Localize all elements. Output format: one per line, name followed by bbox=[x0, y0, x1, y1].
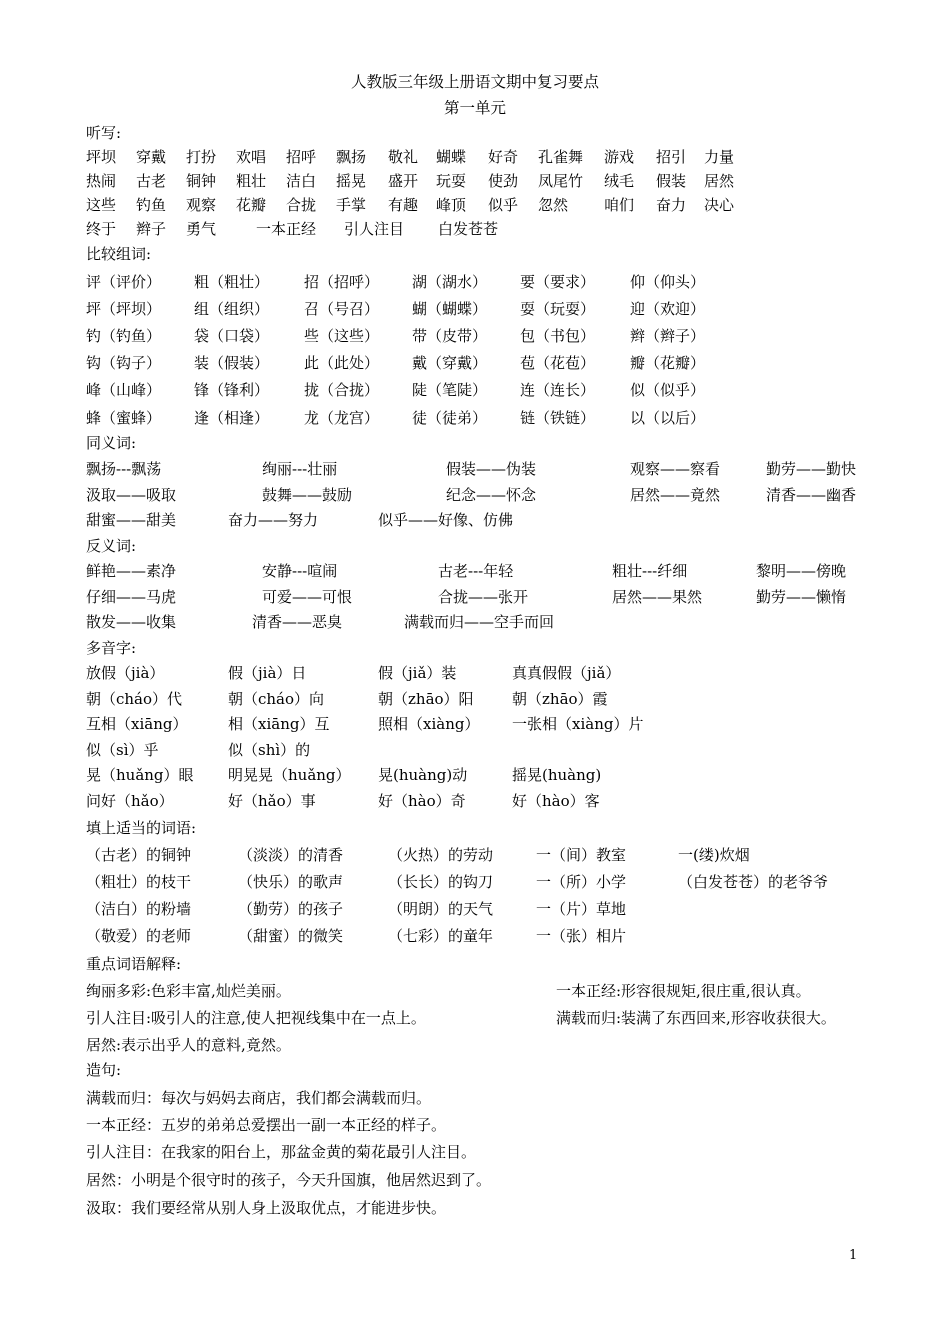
antonym-pair: 合拢——张开 bbox=[438, 588, 529, 606]
tingxie-word: 峰顶 bbox=[436, 196, 467, 214]
bijiao-pair: 仰（仰头） bbox=[630, 273, 706, 291]
bijiao-pair: 苞（花苞） bbox=[520, 354, 596, 372]
bijiao-pair: 评（评价） bbox=[86, 273, 162, 291]
fill-phrase: （甜蜜）的微笑 bbox=[238, 927, 344, 945]
tingxie-word: 招呼 bbox=[286, 148, 317, 166]
section-heading-duoyin: 多音字: bbox=[86, 639, 137, 657]
tingxie-word: 盛开 bbox=[388, 172, 419, 190]
page-number: 1 bbox=[849, 1248, 858, 1263]
section-heading-fanyi: 反义词: bbox=[86, 537, 137, 555]
section-heading-tingxie: 听写: bbox=[86, 124, 122, 142]
polyphone-item: 好（hào）奇 bbox=[378, 792, 466, 810]
polyphone-item: 放假（jià） bbox=[86, 664, 165, 682]
antonym-pair: 粗壮---纤细 bbox=[612, 562, 688, 580]
bijiao-pair: 龙（龙宫） bbox=[304, 409, 380, 427]
polyphone-item: 似（shì）的 bbox=[228, 741, 311, 759]
synonym-pair: 纪念——怀念 bbox=[446, 486, 537, 504]
fill-phrase: 一（张）相片 bbox=[536, 927, 627, 945]
tingxie-word: 有趣 bbox=[388, 196, 419, 214]
fill-phrase: （快乐）的歌声 bbox=[238, 873, 344, 891]
bijiao-pair: 蜂（蜜蜂） bbox=[86, 409, 162, 427]
bijiao-pair: 召（号召） bbox=[304, 300, 380, 318]
bijiao-pair: 袋（口袋） bbox=[194, 327, 270, 345]
synonym-pair: 清香——幽香 bbox=[766, 486, 857, 504]
tingxie-word: 辫子 bbox=[136, 220, 167, 238]
tingxie-word: 居然 bbox=[704, 172, 735, 190]
tingxie-word: 招引 bbox=[656, 148, 687, 166]
bijiao-pair: 组（组织） bbox=[194, 300, 270, 318]
tingxie-word: 假装 bbox=[656, 172, 687, 190]
antonym-pair: 勤劳——懒惰 bbox=[756, 588, 847, 606]
tingxie-word: 洁白 bbox=[286, 172, 317, 190]
tingxie-word: 钓鱼 bbox=[136, 196, 167, 214]
bijiao-pair: 带（皮带） bbox=[412, 327, 488, 345]
tingxie-word: 奋力 bbox=[656, 196, 687, 214]
polyphone-item: 摇晃(huàng) bbox=[512, 766, 602, 784]
polyphone-item: 似（sì）乎 bbox=[86, 741, 159, 759]
section-heading-tongyi: 同义词: bbox=[86, 434, 137, 452]
fill-phrase: （火热）的劳动 bbox=[388, 846, 494, 864]
synonym-pair: 飘扬---飘荡 bbox=[86, 460, 162, 478]
tingxie-word: 咱们 bbox=[604, 196, 635, 214]
bijiao-pair: 以（以后） bbox=[630, 409, 706, 427]
bijiao-pair: 耍（玩耍） bbox=[520, 300, 596, 318]
tingxie-word: 热闹 bbox=[86, 172, 117, 190]
polyphone-item: 朝（cháo）代 bbox=[86, 690, 183, 708]
tingxie-word: 使劲 bbox=[488, 172, 519, 190]
polyphone-item: 真真假假（jiǎ） bbox=[512, 664, 621, 682]
tingxie-word: 玩耍 bbox=[436, 172, 467, 190]
tingxie-word: 绒毛 bbox=[604, 172, 635, 190]
polyphone-item: 好（hǎo）事 bbox=[228, 792, 316, 810]
unit-title: 第一单元 bbox=[443, 99, 506, 117]
bijiao-pair: 些（这些） bbox=[304, 327, 380, 345]
fill-phrase: （白发苍苍）的老爷爷 bbox=[678, 873, 829, 891]
tingxie-word: 古老 bbox=[136, 172, 167, 190]
synonym-pair: 汲取——吸取 bbox=[86, 486, 177, 504]
polyphone-item: 一张相（xiàng）片 bbox=[512, 715, 644, 733]
bijiao-pair: 徒（徒弟） bbox=[412, 409, 488, 427]
polyphone-item: 互相（xiāng） bbox=[86, 715, 188, 733]
fill-phrase: （敬爱）的老师 bbox=[86, 927, 192, 945]
bijiao-pair: 链（铁链） bbox=[520, 409, 596, 427]
tingxie-word: 孔雀舞 bbox=[538, 148, 584, 166]
tingxie-word: 忽然 bbox=[538, 196, 569, 214]
synonym-pair: 甜蜜——甜美 bbox=[86, 511, 177, 529]
polyphone-item: 晃(huàng)动 bbox=[378, 766, 468, 784]
definition-item: 满载而归:装满了东西回来,形容收获很大。 bbox=[556, 1009, 836, 1027]
fill-phrase: （洁白）的粉墙 bbox=[86, 900, 192, 918]
tingxie-word: 终于 bbox=[86, 220, 117, 238]
synonym-pair: 奋力——努力 bbox=[228, 511, 319, 529]
tingxie-word: 飘扬 bbox=[336, 148, 367, 166]
bijiao-pair: 包（书包） bbox=[520, 327, 596, 345]
polyphone-item: 问好（hǎo） bbox=[86, 792, 174, 810]
antonym-pair: 黎明——傍晚 bbox=[756, 562, 847, 580]
tingxie-word: 手掌 bbox=[336, 196, 367, 214]
polyphone-item: 明晃晃（huǎng） bbox=[228, 766, 351, 784]
bijiao-pair: 迎（欢迎） bbox=[630, 300, 706, 318]
tingxie-word: 敬礼 bbox=[388, 148, 419, 166]
bijiao-pair: 湖（湖水） bbox=[412, 273, 488, 291]
bijiao-pair: 峰（山峰） bbox=[86, 381, 162, 399]
polyphone-item: 相（xiāng）互 bbox=[228, 715, 330, 733]
tingxie-word: 勇气 bbox=[186, 220, 217, 238]
synonym-pair: 假装——伪装 bbox=[446, 460, 537, 478]
fill-phrase: （长长）的钩刀 bbox=[388, 873, 494, 891]
polyphone-item: 朝（zhāo）霞 bbox=[512, 690, 608, 708]
fill-phrase: 一(缕)炊烟 bbox=[678, 846, 750, 864]
tingxie-word: 打扮 bbox=[186, 148, 217, 166]
fill-phrase: （勤劳）的孩子 bbox=[238, 900, 344, 918]
sentence-line: 居然：小明是个很守时的孩子，今天升国旗，他居然迟到了。 bbox=[86, 1171, 492, 1189]
tingxie-word: 力量 bbox=[704, 148, 735, 166]
tingxie-word: 欢唱 bbox=[236, 148, 267, 166]
tingxie-word: 似乎 bbox=[488, 196, 519, 214]
synonym-pair: 观察——察看 bbox=[630, 460, 721, 478]
tingxie-word: 一本正经 bbox=[256, 220, 317, 238]
antonym-pair: 安静---喧闹 bbox=[262, 562, 338, 580]
tingxie-word: 好奇 bbox=[488, 148, 519, 166]
section-heading-bijiao: 比较组词: bbox=[86, 245, 152, 263]
sentence-line: 满载而归：每次与妈妈去商店，我们都会满载而归。 bbox=[86, 1089, 432, 1107]
document-title: 人教版三年级上册语文期中复习要点 bbox=[350, 73, 599, 91]
tingxie-word: 铜钟 bbox=[186, 172, 217, 190]
synonym-pair: 鼓舞——鼓励 bbox=[262, 486, 353, 504]
bijiao-pair: 辫（辫子） bbox=[630, 327, 706, 345]
bijiao-pair: 连（连长） bbox=[520, 381, 596, 399]
sentence-line: 引人注目：在我家的阳台上，那盆金黄的菊花最引人注目。 bbox=[86, 1143, 477, 1161]
antonym-pair: 清香——恶臭 bbox=[252, 613, 343, 631]
synonym-pair: 勤劳——勤快 bbox=[766, 460, 857, 478]
bijiao-pair: 招（招呼） bbox=[304, 273, 380, 291]
bijiao-pair: 锋（锋利） bbox=[194, 381, 270, 399]
definition-item: 绚丽多彩:色彩丰富,灿烂美丽。 bbox=[86, 982, 291, 1000]
tingxie-word: 摇晃 bbox=[336, 172, 367, 190]
tingxie-word: 粗壮 bbox=[236, 172, 267, 190]
synonym-pair: 居然——竟然 bbox=[630, 486, 721, 504]
bijiao-pair: 坪（坪坝） bbox=[86, 300, 162, 318]
bijiao-pair: 粗（粗壮） bbox=[194, 273, 270, 291]
fill-phrase: （七彩）的童年 bbox=[388, 927, 494, 945]
antonym-pair: 仔细——马虎 bbox=[86, 588, 177, 606]
polyphone-item: 假（jiǎ）装 bbox=[378, 664, 457, 682]
antonym-pair: 满载而归——空手而回 bbox=[404, 613, 555, 631]
tingxie-word: 坪坝 bbox=[86, 148, 117, 166]
fill-phrase: 一（间）教室 bbox=[536, 846, 627, 864]
section-heading-tianci: 填上适当的词语: bbox=[86, 819, 197, 837]
synonym-pair: 绚丽---壮丽 bbox=[262, 460, 338, 478]
polyphone-item: 假（jià）日 bbox=[228, 664, 307, 682]
bijiao-pair: 装（假装） bbox=[194, 354, 270, 372]
tingxie-word: 引人注目 bbox=[344, 220, 405, 238]
sentence-line: 汲取：我们要经常从别人身上汲取优点，才能进步快。 bbox=[86, 1199, 447, 1217]
polyphone-item: 好（hào）客 bbox=[512, 792, 600, 810]
fill-phrase: （明朗）的天气 bbox=[388, 900, 494, 918]
bijiao-pair: 逢（相逢） bbox=[194, 409, 270, 427]
bijiao-pair: 瓣（花瓣） bbox=[630, 354, 706, 372]
polyphone-item: 朝（zhāo）阳 bbox=[378, 690, 474, 708]
fill-phrase: （粗壮）的枝干 bbox=[86, 873, 192, 891]
section-heading-zaoju: 造句: bbox=[86, 1061, 122, 1079]
tingxie-word: 这些 bbox=[86, 196, 117, 214]
antonym-pair: 居然——果然 bbox=[612, 588, 703, 606]
antonym-pair: 古老---年轻 bbox=[438, 562, 514, 580]
sentence-line: 一本正经：五岁的弟弟总爱摆出一副一本正经的样子。 bbox=[86, 1116, 447, 1134]
definition-item: 引人注目:吸引人的注意,使人把视线集中在一点上。 bbox=[86, 1009, 426, 1027]
tingxie-word: 穿戴 bbox=[136, 148, 167, 166]
tingxie-word: 游戏 bbox=[604, 148, 635, 166]
fill-phrase: 一（片）草地 bbox=[536, 900, 627, 918]
definition-item: 居然:表示出乎人的意料,竟然。 bbox=[86, 1036, 291, 1054]
tingxie-word: 凤尾竹 bbox=[538, 172, 584, 190]
tingxie-word: 决心 bbox=[704, 196, 735, 214]
tingxie-word: 合拢 bbox=[286, 196, 317, 214]
bijiao-pair: 钩（钩子） bbox=[86, 354, 162, 372]
tingxie-word: 花瓣 bbox=[236, 196, 267, 214]
fill-phrase: （古老）的铜钟 bbox=[86, 846, 192, 864]
synonym-pair: 似乎——好像、仿佛 bbox=[378, 511, 514, 529]
bijiao-pair: 要（要求） bbox=[520, 273, 596, 291]
bijiao-pair: 蝴（蝴蝶） bbox=[412, 300, 488, 318]
antonym-pair: 散发——收集 bbox=[86, 613, 177, 631]
tingxie-word: 蝴蝶 bbox=[436, 148, 467, 166]
fill-phrase: 一（所）小学 bbox=[536, 873, 627, 891]
definition-item: 一本正经:形容很规矩,很庄重,很认真。 bbox=[556, 982, 811, 1000]
tingxie-word: 观察 bbox=[186, 196, 217, 214]
bijiao-pair: 拢（合拢） bbox=[304, 381, 380, 399]
antonym-pair: 鲜艳——素净 bbox=[86, 562, 177, 580]
antonym-pair: 可爱——可恨 bbox=[262, 588, 353, 606]
bijiao-pair: 陡（笔陡） bbox=[412, 381, 488, 399]
polyphone-item: 照相（xiàng） bbox=[378, 715, 480, 733]
polyphone-item: 晃（huǎng）眼 bbox=[86, 766, 194, 784]
fill-phrase: （淡淡）的清香 bbox=[238, 846, 344, 864]
bijiao-pair: 钓（钓鱼） bbox=[86, 327, 162, 345]
polyphone-item: 朝（cháo）向 bbox=[228, 690, 325, 708]
tingxie-word: 白发苍苍 bbox=[438, 220, 499, 238]
bijiao-pair: 似（似乎） bbox=[630, 381, 706, 399]
bijiao-pair: 戴（穿戴） bbox=[412, 354, 488, 372]
bijiao-pair: 此（此处） bbox=[304, 354, 380, 372]
section-heading-jieshi: 重点词语解释: bbox=[86, 955, 182, 973]
